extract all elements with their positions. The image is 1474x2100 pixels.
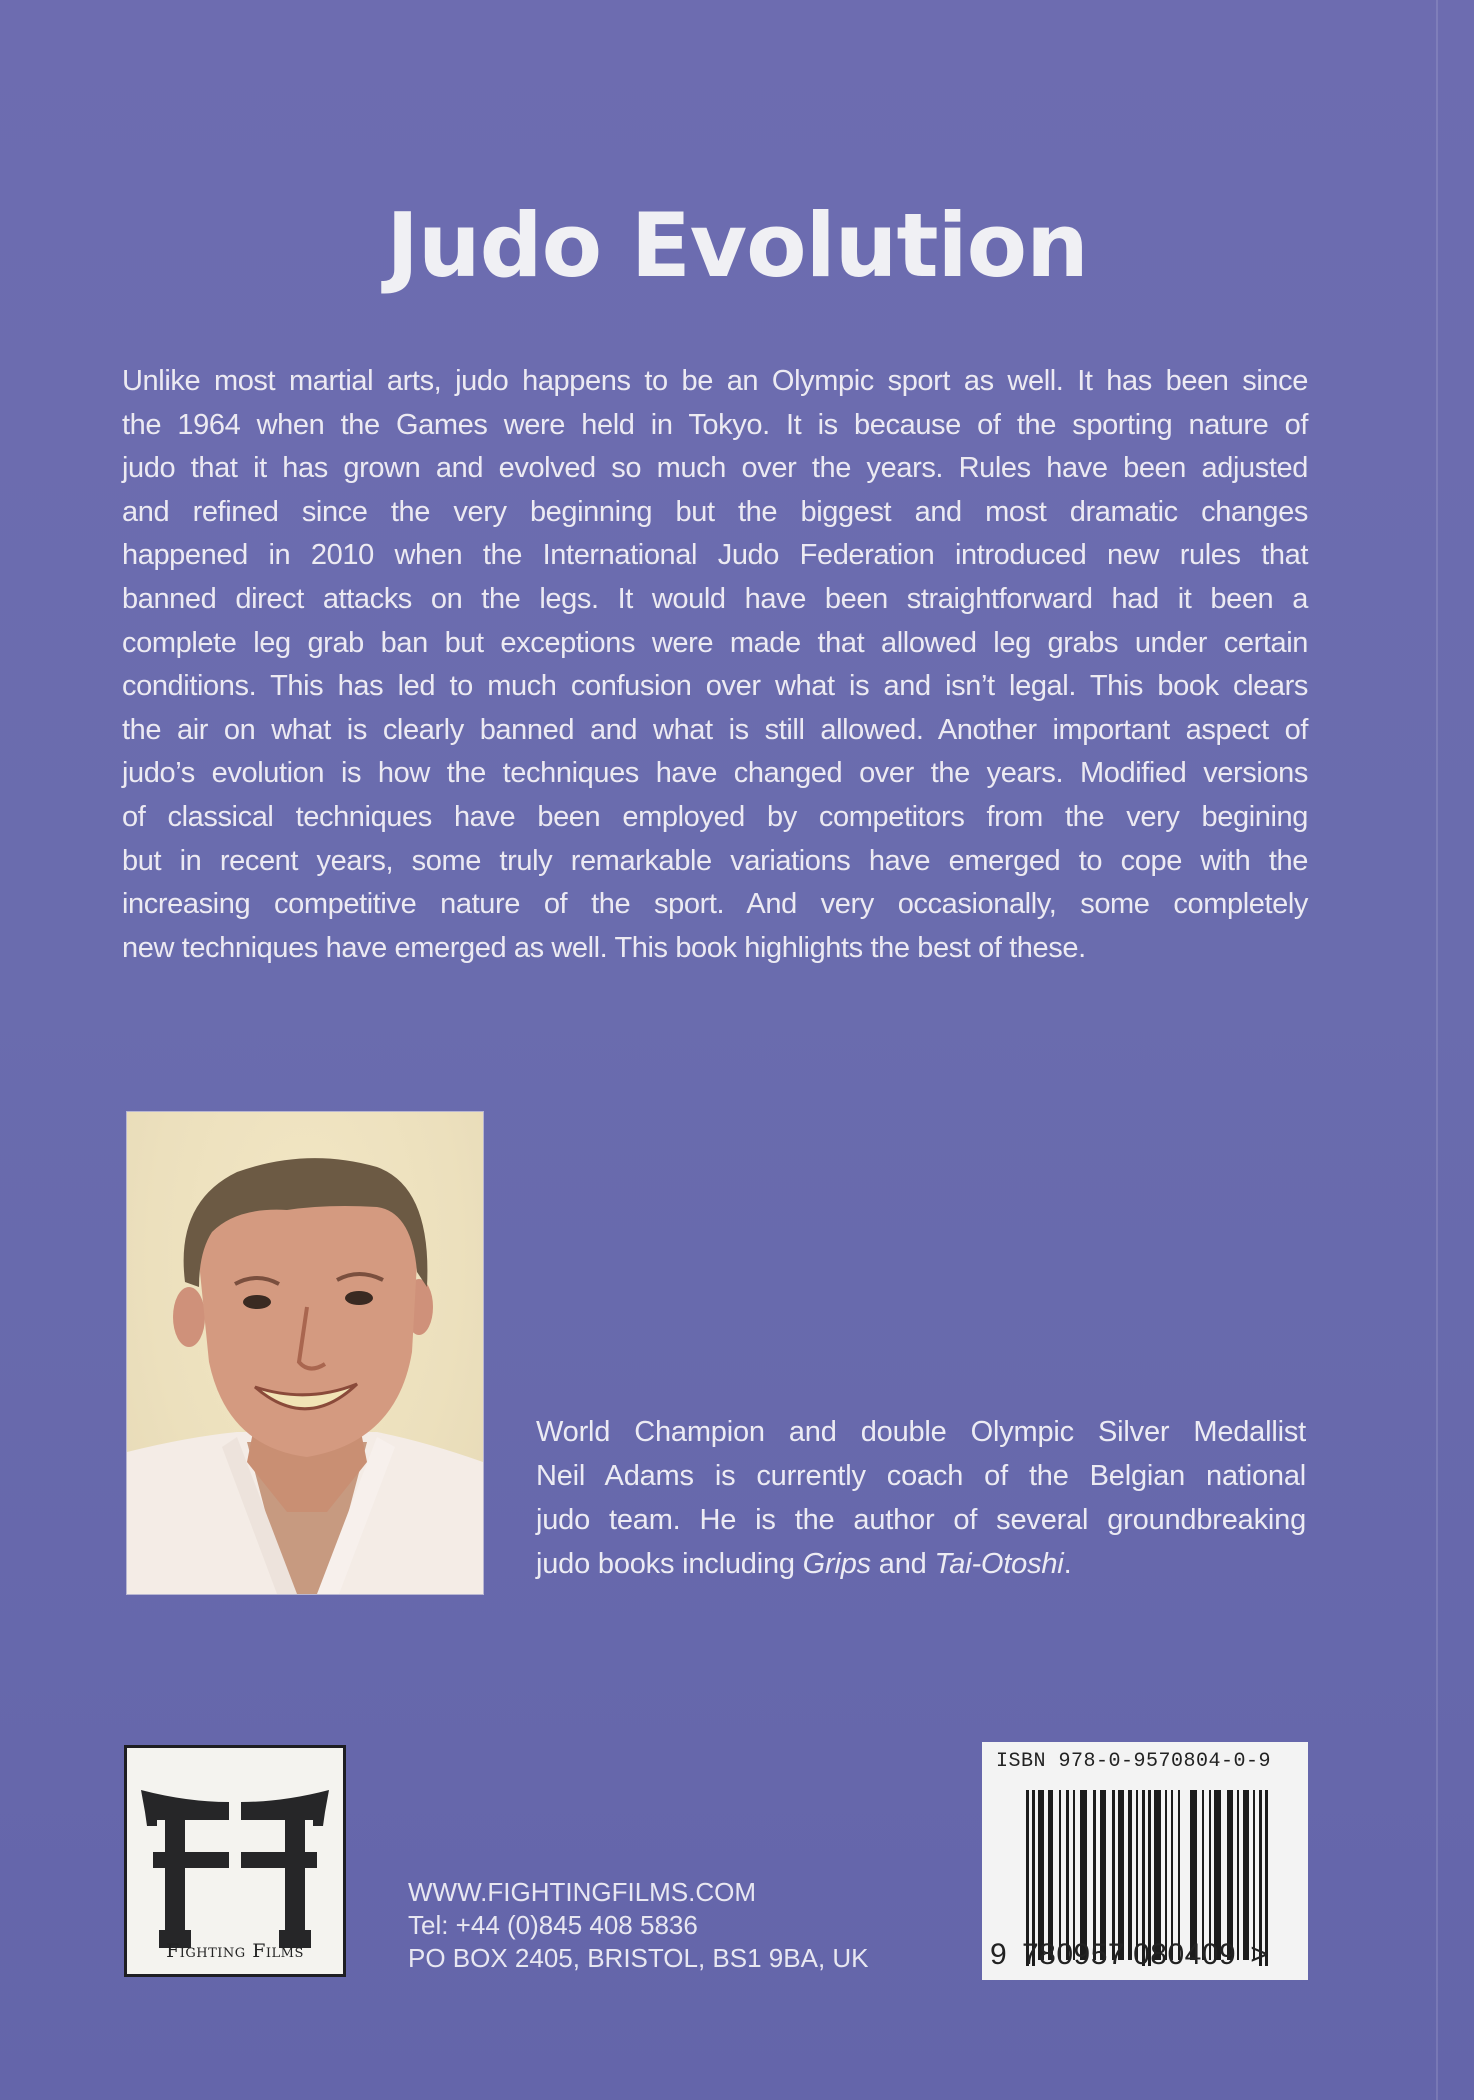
blurb-line: complete leg grab ban but exceptions were made that allowed leg grabs under certain — [122, 626, 1308, 659]
back-cover-blurb — [122, 360, 1308, 970]
publisher-logo — [124, 1745, 346, 1977]
blurb-line: but in recent years, some truly remarkable variations have emerged to cope with the — [122, 844, 1308, 877]
book-title: Judo Evolution — [386, 194, 1088, 297]
author-portrait-illustration — [127, 1112, 483, 1594]
author-photo — [126, 1111, 484, 1595]
isbn-barcode — [982, 1742, 1308, 1980]
bio-line: judo team. He is the author of several groundbreaking — [536, 1504, 1306, 1536]
blurb-line: judo’s evolution is how the techniques have changed over the years. Modified versions — [122, 757, 1308, 790]
ean-first-digit: 9 — [990, 1938, 1007, 1971]
publisher-logo-text: Fighting Films — [166, 1940, 304, 1962]
blurb-line: Unlike most martial arts, judo happens to be an Olympic sport as well. It has been since — [122, 365, 1308, 397]
publisher-phone: Tel: +44 (0)845 408 5836 — [408, 1910, 698, 1940]
publisher-website[interactable]: WWW.FIGHTINGFILMS.COM — [408, 1877, 757, 1907]
bio-line: Neil Adams is currently coach of the Belgian national — [536, 1460, 1306, 1492]
blurb-line: banned direct attacks on the legs. It would have been straightforward had it been a — [122, 582, 1308, 615]
publisher-address: PO BOX 2405, BRISTOL, BS1 9BA, UK — [408, 1943, 869, 1973]
ean-digits — [990, 1938, 1268, 1972]
blurb-line: new techniques have emerged as well. This book highlights the best of these. — [122, 931, 1086, 964]
spine-edge — [1436, 0, 1438, 2100]
isbn-label: ISBN 978-0-9570804-0-9 — [996, 1750, 1272, 1773]
ean-group-2: 080409 — [1133, 1938, 1237, 1971]
bio-line — [536, 1542, 1306, 1586]
bio-text: judo books including — [536, 1548, 803, 1580]
bio-text: . — [1063, 1548, 1072, 1580]
blurb-line: the 1964 when the Games were held in Tokyo. It is because of the sporting nature of — [122, 408, 1308, 441]
blurb-line: and refined since the very beginning but the biggest and most dramatic changes — [122, 495, 1308, 528]
quiet-zone-arrow-icon: > — [1250, 1938, 1268, 1971]
torii-gate-icon — [127, 1770, 343, 1950]
blurb-line: increasing competitive nature of the sport. And very occasionally, some completely — [122, 888, 1308, 921]
bio-line: World Champion and double Olympic Silver Medallist — [536, 1416, 1306, 1448]
blurb-line: judo that it has grown and evolved so much over the years. Rules have been adjusted — [122, 452, 1308, 485]
bio-text: and — [870, 1548, 935, 1580]
blurb-line: of classical techniques have been employed by competitors from the very begining — [122, 800, 1308, 833]
blurb-line: conditions. This has led to much confusion over what is and isn’t legal. This book clears — [122, 670, 1308, 703]
book-title-grips: Grips — [802, 1548, 871, 1580]
publisher-contact — [408, 1876, 869, 1975]
book-title-tai-otoshi: Tai-Otoshi — [934, 1548, 1064, 1580]
author-bio — [536, 1410, 1306, 1586]
blurb-line: the air on what is clearly banned and what is still allowed. Another important aspect of — [122, 713, 1308, 746]
ean-group-1: 780957 — [1022, 1938, 1126, 1971]
blurb-line: happened in 2010 when the International Judo Federation introduced new rules that — [122, 539, 1308, 572]
